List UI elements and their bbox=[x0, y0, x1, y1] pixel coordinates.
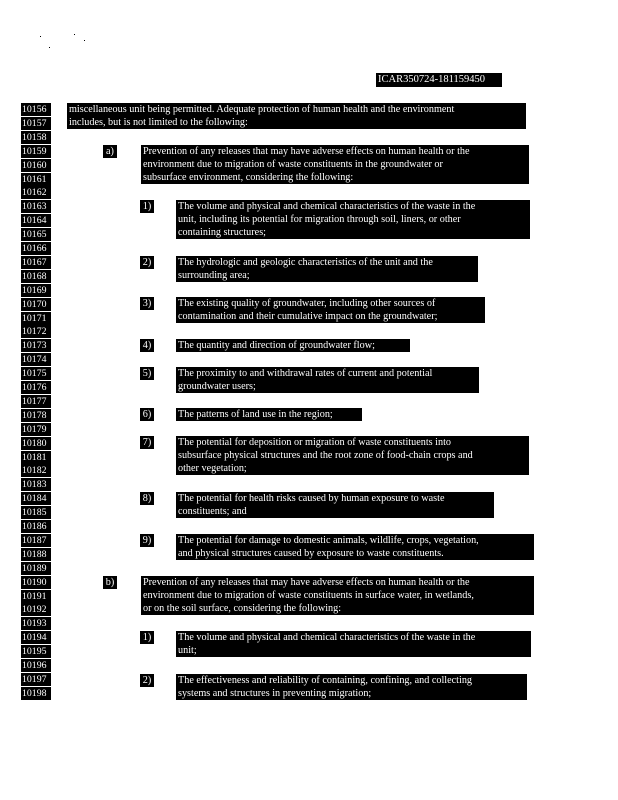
line-number: 10174 bbox=[21, 353, 51, 366]
item-line: subsurface physical structures and the root zone of food-chain crops and bbox=[176, 449, 529, 462]
item-line: constituents; and bbox=[176, 505, 494, 518]
line-number: 10163 bbox=[21, 200, 51, 213]
line-number: 10191 bbox=[21, 590, 51, 603]
item-line: contamination and their cumulative impact on the groundwater; bbox=[176, 310, 485, 323]
item-label: 4) bbox=[140, 339, 154, 352]
item-line: The quantity and direction of groundwater flow; bbox=[176, 339, 410, 352]
item-line: The patterns of land use in the region; bbox=[176, 408, 362, 421]
item-label: 5) bbox=[140, 367, 154, 380]
line-number: 10198 bbox=[21, 687, 51, 700]
item-label: 1) bbox=[140, 631, 154, 644]
line-number: 10186 bbox=[21, 520, 51, 533]
line-number: 10179 bbox=[21, 423, 51, 436]
item-line: containing structures; bbox=[176, 226, 530, 239]
line-number: 10165 bbox=[21, 228, 51, 241]
intro-line: miscellaneous unit being permitted. Adequate protection of human health and the environment bbox=[67, 103, 526, 116]
section-b-label: b) bbox=[103, 576, 117, 589]
line-number: 10182 bbox=[21, 464, 51, 477]
item-line: unit, including its potential for migration through soil, liners, or other bbox=[176, 213, 530, 226]
line-number: 10181 bbox=[21, 451, 51, 464]
line-number: 10196 bbox=[21, 659, 51, 672]
line-number: 10162 bbox=[21, 186, 51, 199]
item-line: The potential for deposition or migration of waste constituents into bbox=[176, 436, 529, 449]
item-line: The effectiveness and reliability of containing, confining, and collecting bbox=[176, 674, 527, 687]
item-label: 6) bbox=[140, 408, 154, 421]
line-number: 10170 bbox=[21, 298, 51, 311]
line-number: 10178 bbox=[21, 409, 51, 422]
item-label: 3) bbox=[140, 297, 154, 310]
section-a-label: a) bbox=[103, 145, 117, 158]
item-line: The hydrologic and geologic characteristics of the unit and the bbox=[176, 256, 478, 269]
line-number: 10185 bbox=[21, 506, 51, 519]
item-line: The potential for health risks caused by human exposure to waste bbox=[176, 492, 494, 505]
line-number: 10157 bbox=[21, 117, 51, 130]
item-label: 2) bbox=[140, 674, 154, 687]
line-number: 10171 bbox=[21, 312, 51, 325]
line-number: 10156 bbox=[21, 103, 51, 116]
line-number: 10167 bbox=[21, 256, 51, 269]
document-id: ICAR350724-181159450 bbox=[376, 73, 502, 87]
section-a-line: Prevention of any releases that may have adverse effects on human health or the bbox=[141, 145, 529, 158]
line-number: 10190 bbox=[21, 576, 51, 589]
line-number: 10172 bbox=[21, 325, 51, 338]
line-number: 10192 bbox=[21, 603, 51, 616]
item-line: The potential for damage to domestic animals, wildlife, crops, vegetation, bbox=[176, 534, 534, 547]
item-line: surrounding area; bbox=[176, 269, 478, 282]
line-number: 10197 bbox=[21, 673, 51, 686]
item-line: The existing quality of groundwater, including other sources of bbox=[176, 297, 485, 310]
item-line: The volume and physical and chemical characteristics of the waste in the bbox=[176, 631, 531, 644]
scan-speck bbox=[40, 36, 41, 37]
intro-line: includes, but is not limited to the following: bbox=[67, 116, 526, 129]
line-number: 10159 bbox=[21, 145, 51, 158]
scan-speck bbox=[74, 34, 75, 35]
line-number: 10166 bbox=[21, 242, 51, 255]
section-a-line: environment due to migration of waste constituents in the groundwater or bbox=[141, 158, 529, 171]
section-b-line: Prevention of any releases that may have adverse effects on human health or the bbox=[141, 576, 534, 589]
line-number: 10194 bbox=[21, 631, 51, 644]
section-a-line: subsurface environment, considering the following: bbox=[141, 171, 529, 184]
item-label: 7) bbox=[140, 436, 154, 449]
item-line: other vegetation; bbox=[176, 462, 529, 475]
item-label: 9) bbox=[140, 534, 154, 547]
line-number: 10184 bbox=[21, 492, 51, 505]
section-b-line: or on the soil surface, considering the following: bbox=[141, 602, 534, 615]
line-number: 10173 bbox=[21, 339, 51, 352]
line-number: 10183 bbox=[21, 478, 51, 491]
scan-speck bbox=[84, 40, 85, 41]
line-number: 10189 bbox=[21, 562, 51, 575]
scan-speck bbox=[49, 47, 50, 48]
line-number: 10176 bbox=[21, 381, 51, 394]
item-line: and physical structures caused by exposure to waste constituents. bbox=[176, 547, 534, 560]
item-line: groundwater users; bbox=[176, 380, 479, 393]
item-label: 8) bbox=[140, 492, 154, 505]
line-number: 10177 bbox=[21, 395, 51, 408]
item-line: unit; bbox=[176, 644, 531, 657]
line-number: 10175 bbox=[21, 367, 51, 380]
line-number: 10161 bbox=[21, 173, 51, 186]
line-number: 10164 bbox=[21, 214, 51, 227]
line-number: 10168 bbox=[21, 270, 51, 283]
line-number: 10180 bbox=[21, 437, 51, 450]
line-number: 10169 bbox=[21, 284, 51, 297]
line-number: 10193 bbox=[21, 617, 51, 630]
line-number: 10187 bbox=[21, 534, 51, 547]
section-b-line: environment due to migration of waste constituents in surface water, in wetlands, bbox=[141, 589, 534, 602]
item-label: 2) bbox=[140, 256, 154, 269]
item-line: The volume and physical and chemical characteristics of the waste in the bbox=[176, 200, 530, 213]
item-line: systems and structures in preventing migration; bbox=[176, 687, 527, 700]
line-number: 10160 bbox=[21, 159, 51, 172]
item-line: The proximity to and withdrawal rates of current and potential bbox=[176, 367, 479, 380]
line-number: 10195 bbox=[21, 645, 51, 658]
item-label: 1) bbox=[140, 200, 154, 213]
line-number: 10188 bbox=[21, 548, 51, 561]
line-number: 10158 bbox=[21, 131, 51, 144]
